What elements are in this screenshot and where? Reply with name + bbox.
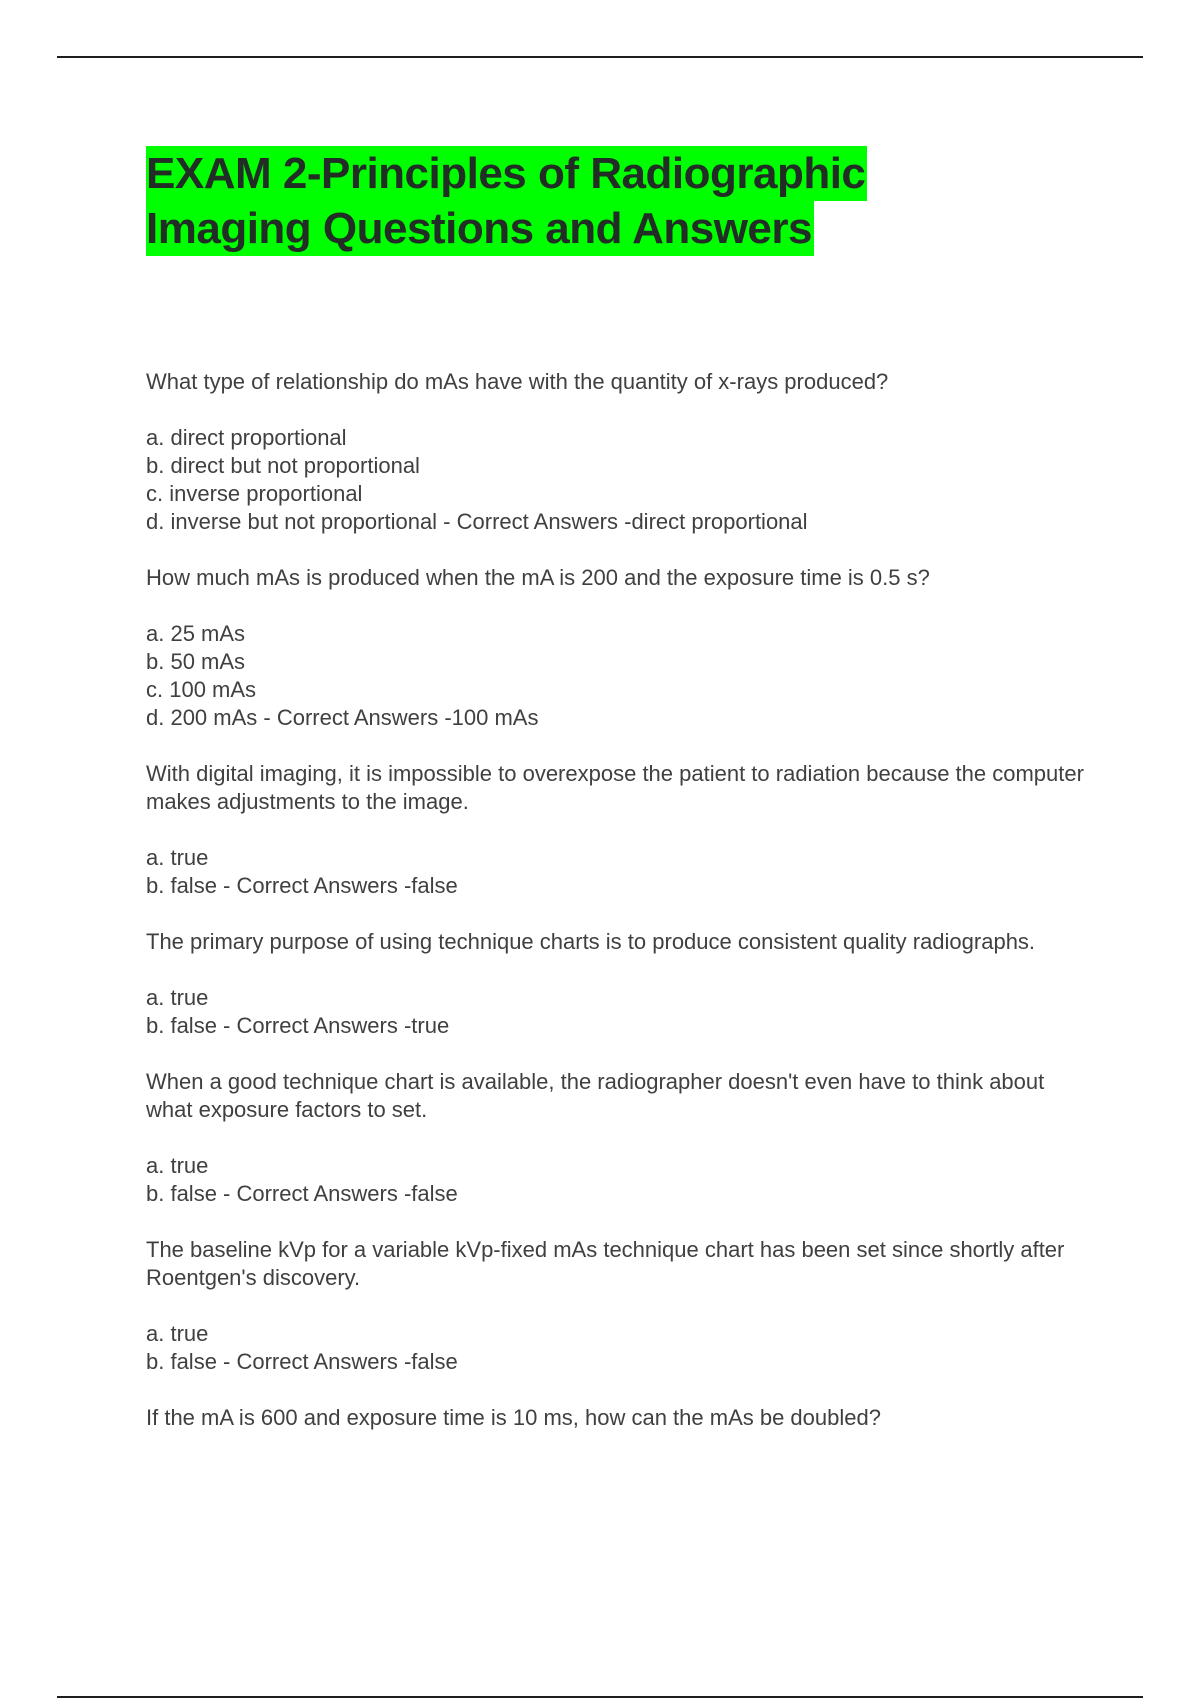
option-c: c. inverse proportional xyxy=(146,481,363,506)
question-3 xyxy=(146,760,1086,900)
option-d-with-answer: d. 200 mAs - Correct Answers -100 mAs xyxy=(146,705,539,730)
option-a: a. 25 mAs xyxy=(146,621,246,646)
question-text: The baseline kVp for a variable kVp-fixed mAs technique chart has been set since shortly after Roentgen's discovery. xyxy=(146,1237,1065,1290)
answer-options xyxy=(146,844,1086,900)
option-c: c. 100 mAs xyxy=(146,677,257,702)
questions-list xyxy=(146,368,1086,1460)
question-text: How much mAs is produced when the mA is 200 and the exposure time is 0.5 s? xyxy=(146,565,930,590)
question-6 xyxy=(146,1236,1086,1376)
title-line-1: EXAM 2-Principles of Radiographic xyxy=(146,146,867,201)
question-text: The primary purpose of using technique charts is to produce consistent quality radiographs. xyxy=(146,929,1036,954)
answer-options xyxy=(146,984,1086,1040)
answer-options xyxy=(146,1320,1086,1376)
document-title xyxy=(146,146,1046,256)
option-b: b. direct but not proportional xyxy=(146,453,420,478)
answer-options xyxy=(146,424,1086,536)
option-a: a. direct proportional xyxy=(146,425,347,450)
question-7 xyxy=(146,1404,1086,1432)
answer-options xyxy=(146,620,1086,732)
option-d-with-answer: d. inverse but not proportional - Correct Answers -direct proportional xyxy=(146,509,808,534)
option-a: a. true xyxy=(146,845,209,870)
question-2 xyxy=(146,564,1086,732)
question-text: What type of relationship do mAs have with the quantity of x-rays produced? xyxy=(146,369,889,394)
question-text: When a good technique chart is available, the radiographer doesn't even have to think about what exposure factors to set. xyxy=(146,1069,1045,1122)
answer-options xyxy=(146,1152,1086,1208)
option-b-with-answer: b. false - Correct Answers -false xyxy=(146,1349,458,1374)
question-text: With digital imaging, it is impossible to overexpose the patient to radiation because the computer makes adjustments to the image. xyxy=(146,761,1084,814)
option-a: a. true xyxy=(146,1321,209,1346)
title-line-2: Imaging Questions and Answers xyxy=(146,201,814,256)
header-rule xyxy=(57,56,1143,58)
question-1 xyxy=(146,368,1086,536)
question-5 xyxy=(146,1068,1086,1208)
option-b-with-answer: b. false - Correct Answers -true xyxy=(146,1013,450,1038)
option-a: a. true xyxy=(146,985,209,1010)
option-b-with-answer: b. false - Correct Answers -false xyxy=(146,873,458,898)
option-b-with-answer: b. false - Correct Answers -false xyxy=(146,1181,458,1206)
option-a: a. true xyxy=(146,1153,209,1178)
question-text: If the mA is 600 and exposure time is 10 ms, how can the mAs be doubled? xyxy=(146,1405,881,1430)
question-4 xyxy=(146,928,1086,1040)
footer-rule xyxy=(57,1696,1143,1698)
option-b: b. 50 mAs xyxy=(146,649,246,674)
